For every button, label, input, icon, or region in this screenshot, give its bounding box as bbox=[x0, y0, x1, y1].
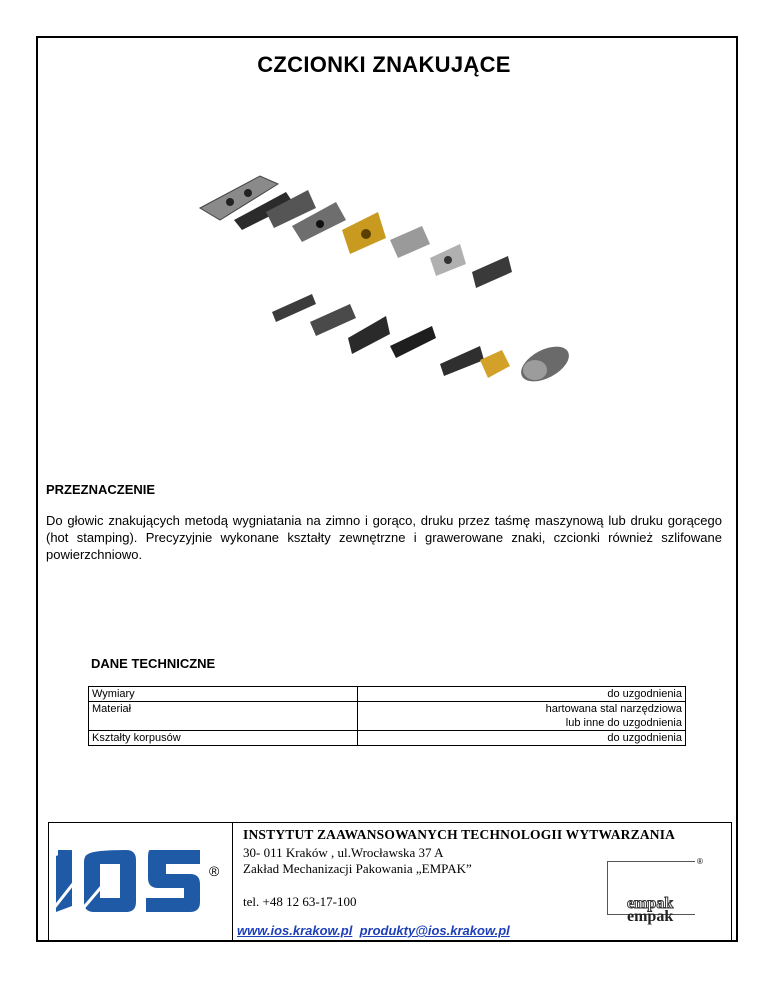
empak-logo bbox=[627, 897, 673, 923]
website-link[interactable]: www.ios.krakow.pl bbox=[237, 923, 353, 938]
address-line-2: Zakład Mechanizacji Pakowania „EMPAK” bbox=[243, 861, 472, 876]
product-photo bbox=[190, 168, 590, 408]
empak-logo-solid: empak bbox=[627, 908, 674, 925]
empak-logo-outline: empak bbox=[627, 895, 674, 912]
upper-row-pieces bbox=[200, 176, 512, 288]
spec-value-line: hartowana stal narzędziowa bbox=[545, 703, 682, 715]
tech-heading: DANE TECHNICZNE bbox=[91, 656, 216, 671]
spec-label: Kształty korpusów bbox=[89, 731, 358, 746]
spec-table bbox=[88, 686, 686, 746]
spec-row-shapes bbox=[89, 731, 686, 746]
institute-name: INSTYTUT ZAAWANSOWANYCH TECHNOLOGII WYTWARZANIA bbox=[243, 827, 676, 842]
spec-value: do uzgodnienia bbox=[357, 731, 685, 746]
email-link[interactable]: produkty@ios.krakow.pl bbox=[359, 923, 510, 938]
telephone: tel. +48 12 63-17-100 bbox=[243, 894, 357, 909]
spec-value: do uzgodnienia bbox=[357, 687, 685, 702]
empak-registered-mark: ® bbox=[697, 857, 703, 866]
contact-links bbox=[237, 923, 510, 938]
spec-value-line: lub inne do uzgodnienia bbox=[565, 717, 682, 729]
purpose-text: Do głowic znakujących metodą wygniatania na zimno i gorąco, druku przez taśmę maszynową lub druku gorącego (hot stamping). Precyzyjnie wykonane kształty zewnętrzne i grawerowane znaki, czcionki również szlifowane powierzchniowo. bbox=[46, 513, 722, 562]
lower-row-pieces bbox=[272, 294, 575, 389]
spec-row-dimensions bbox=[89, 687, 686, 702]
registered-mark: ® bbox=[209, 863, 220, 879]
spec-value bbox=[357, 702, 685, 731]
spec-label: Wymiary bbox=[89, 687, 358, 702]
ios-logo-box bbox=[49, 823, 233, 941]
footer bbox=[48, 822, 732, 940]
address-line-1: 30- 011 Kraków , ul.Wrocławska 37 A bbox=[243, 845, 444, 860]
spec-label: Materiał bbox=[89, 702, 358, 731]
page-title: CZCIONKI ZNAKUJĄCE bbox=[257, 52, 511, 77]
spec-row-material bbox=[89, 702, 686, 731]
ios-logo-icon bbox=[54, 850, 204, 912]
purpose-heading: PRZEZNACZENIE bbox=[46, 482, 156, 497]
